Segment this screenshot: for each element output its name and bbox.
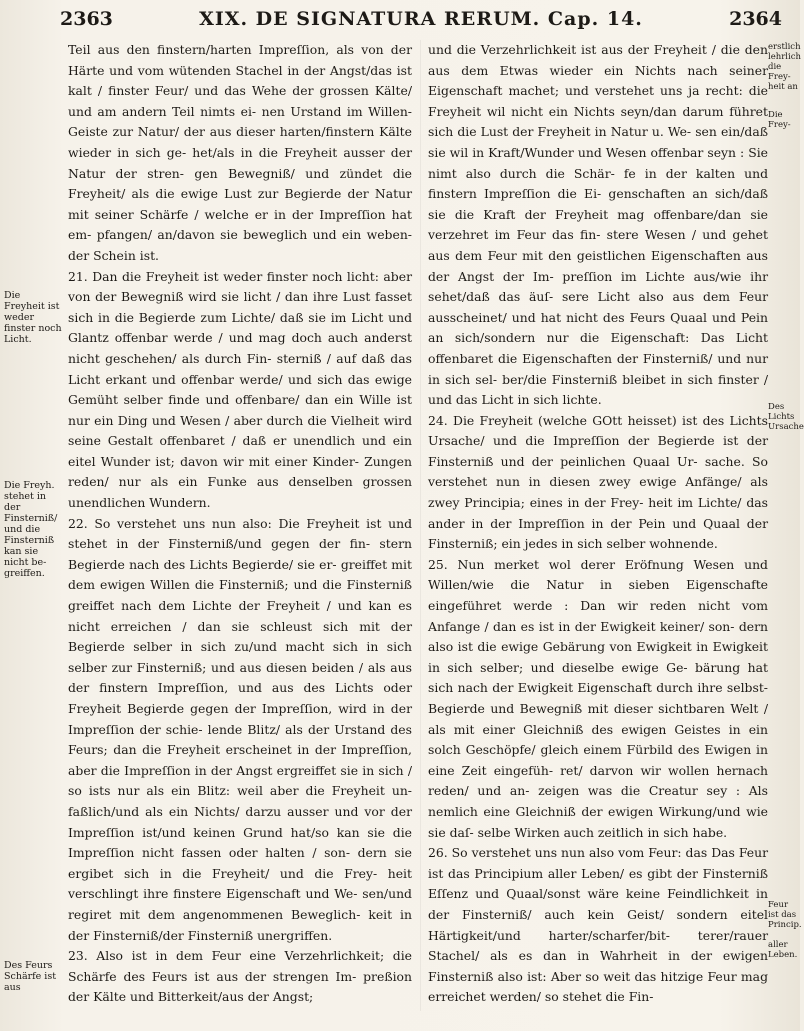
paragraph-25: 25. Nun merket wol derer Eröfnung Wesen und Willen/wie die Natur in sieben Eigenschafte eingeführet werde : Dan wir reden nicht vom Anfange / dan es ist in der Ewigkeit keiner/ son- dern also ist die ewige Gebärung von Ewigkeit in Ewigkeit in sich selber; und dieselbe ewige Ge- bärung hat sich nach der Ewigkeit Eigenschaft durch ihre selbst-Begierde und Bewegniß mit dieser sichtbaren Welt / als mit einer Gleichniß des ewigen Geistes in ein solch Geschöpfe/ gleich einem Fürbild des Ewigen in eine Zeit eingefüh- ret/ darvon wir wollen hernach reden/ und an- zeigen was die Creatur sey : Als nemlich eine Gleichniß der ewigen Wirkung/und wie sie daſ- selbe Wirken auch zeitlich in sich habe.	[428, 556, 768, 840]
right-text-column	[428, 40, 768, 1025]
running-header	[60, 8, 782, 38]
margin-note-lichts-ursache: Des Lichts Ursache	[768, 402, 804, 432]
paragraph-21: 21. Dan die Freyheit ist weder finster noch licht: aber von der Bewegniß wird sie licht / dan ihre Lust fasset sich in die Begierde zum Lichte/ daß sie im Licht und Glantz offenbar werde / und mag doch auch anderst nicht geschehen/ als durch Fin- sterniß / auf daß das Licht erkant und offenbar werde/ und sich das ewige Gemüht selber finde und offenbare/ dan ein Wille ist nur ein Ding und Wesen / aber durch die Vielheit wird seine Gestalt offenbaret / daß er unendlich und ein eitel Wunder ist; davon wir mit einer Kinder- Zungen reden/ nur als ein Funke aus denselben grossen unendlichen Wundern.	[68, 268, 412, 511]
paragraph-23: 23. Also ist in dem Feur eine Verzehrlichkeit; die Schärfe des Feurs ist aus der strengen Im- preßion der Kälte und Bitterkeit/aus der Angst;	[68, 948, 412, 1005]
running-title: XIX. DE SIGNATURA RERUM. Cap. 14.	[199, 8, 643, 30]
page-number-right: 2364	[729, 8, 782, 30]
margin-note-aller-leben: aller Leben.	[768, 940, 798, 960]
margin-note-freyheit-licht: Die Freyheit ist weder finster noch Licht.	[4, 290, 62, 345]
paragraph-22: 22. So verstehet uns nun also: Die Freyheit ist und stehet in der Finsterniß/und gegen der fin- stern Begierde nach des Lichts Begierde/ sie er- greiffet mit dem ewigen Willen die Finsterniß; und die Finsterniß greiffet nach dem Lichte der Freyheit / und kan es nicht erreichen / dan sie schleust sich mit der Begierde selber in sich zu/und macht sich in sich selber zur Finsterniß; und aus diesen beiden / als aus der finstern Impreſſion, und aus des Lichts oder Freyheit Begierde gegen der Impreſſion, wird in der Impreſſion der schie- lende Blitz/ als der Urstand des Feurs; dan die Freyheit erscheinet in der Impreſſion, aber die Impreſſion in der Angst ergreiffet sie in sich / so ists nur als ein Blitz: weil aber die Freyheit un- faßlich/und als ein Nichts/ darzu ausser und vor der Impreſſion ist/und keinen Grund hat/so kan sie die Impreſſion nicht fassen oder halten / son- dern sie ergibet sich in die Freyheit/ und die Frey- heit verschlingt ihre finstere Eigenschaft und We- sen/und regiret mit dem angenommenen Beweglich- keit in der Finsterniß/der Finsterniß unergriffen.	[68, 515, 412, 943]
right-margin-notes	[768, 40, 804, 1025]
margin-note-freyheit-finsterniss: Die Freyh. stehet in der Finsterniß/ und die Finsterniß kan sie nicht be- greiffen.	[4, 480, 58, 579]
left-margin-notes	[4, 40, 60, 1025]
paragraph-24: 24. Die Freyheit (welche GOtt heisset) ist des Lichts Ursache/ und die Impreſſion der Begierde ist der Finsterniß und der peinlichen Quaal Ur- sache. So verstehet nun in diesen zwey ewige Anfänge/ als zwey Principia; eines in der Frey- heit im Lichte/ das ander in der Impreſſion in der Pein und Quaal der Finsterniß; ein jedes in sich selber wohnende.	[428, 412, 768, 552]
margin-note-feur-princip: Feur ist das Princip.	[768, 900, 802, 930]
page-number-left: 2363	[60, 8, 113, 30]
column-divider	[420, 40, 421, 1011]
paragraph-continuation-right: und die Verzehrlichkeit ist aus der Freyheit / die den aus dem Etwas wieder ein Nichts nach seiner Eigenschaft machet; und verstehet uns ja recht: die Freyheit wil nicht ein Nichts seyn/dan darum führet sich die Lust der Freyheit in Natur u. We- sen ein/daß sie wil in Kraft/Wunder und Wesen offenbar seyn : Sie nimt also durch die Schär- fe in der kalten und finstern Impreſſion die Ei- genschaften an sich/daß sie die Kraft der Freyheit mag offenbare/dan sie verzehret im Feur das fin- stere Wesen / und gehet aus dem Feur mit den geistlichen Eigenschaften aus der Angst der Im- preſſion im Lichte aus/wie ihr sehet/daß das äuſ- sere Licht also aus dem Feur ausscheinet/ und hat nicht des Feurs Quaal und Pein an sich/sondern nur die Eigenschaft: Das Licht offenbaret die Eigenschaften der Finsterniß/ und nur in sich sel- ber/die Finsterniß bleibet in sich finster / und das Licht in sich lichte.	[428, 42, 768, 408]
left-text-column	[68, 40, 412, 1025]
paragraph-26: 26. So verstehet uns nun also vom Feur: das Das Feur ist das Principium aller Leben/ es gibt der Finsterniß Eſſenz und Quaal/sonst wäre keine Feindlichkeit in der Finsterniß/ auch kein Geist/ sondern eitel Härtigkeit/und harter/scharfer/bit- terer/rauer Stachel/ als es dan in Wahrheit in der ewigen Finsterniß also ist: Aber so weit das hitzige Feur mag erreichet werden/ so stehet die Fin-	[428, 845, 768, 1005]
margin-note-die-frey: Die Frey-	[768, 110, 791, 130]
margin-note-feurs-schaerfe: Des Feurs Schärfe ist aus	[4, 960, 57, 993]
margin-note-erstlich: erstlich lehrlich die Frey- heit an	[768, 42, 801, 92]
paragraph-continuation-left: Teil aus den finstern/harten Impreſſion, als von der Härte und vom wütenden Stachel in der Angst/das ist kalt / finster Feur/ und das Wehe der grossen Kälte/ und am andern Teil nimts ei- nen Urstand im Willen-Geiste zur Natur/ der aus dieser harten/finstern Kälte wieder in sich ge- het/als in die Freyheit ausser der Natur der stren- gen Bewegniß/ und zündet die Freyheit/ als die ewige Lust zur Begierde der Natur mit seiner Schärfe / welche er in der Impreſſion hat em- pfangen/ an/davon sie beweglich und ein weben- der Schein ist.	[68, 42, 412, 263]
